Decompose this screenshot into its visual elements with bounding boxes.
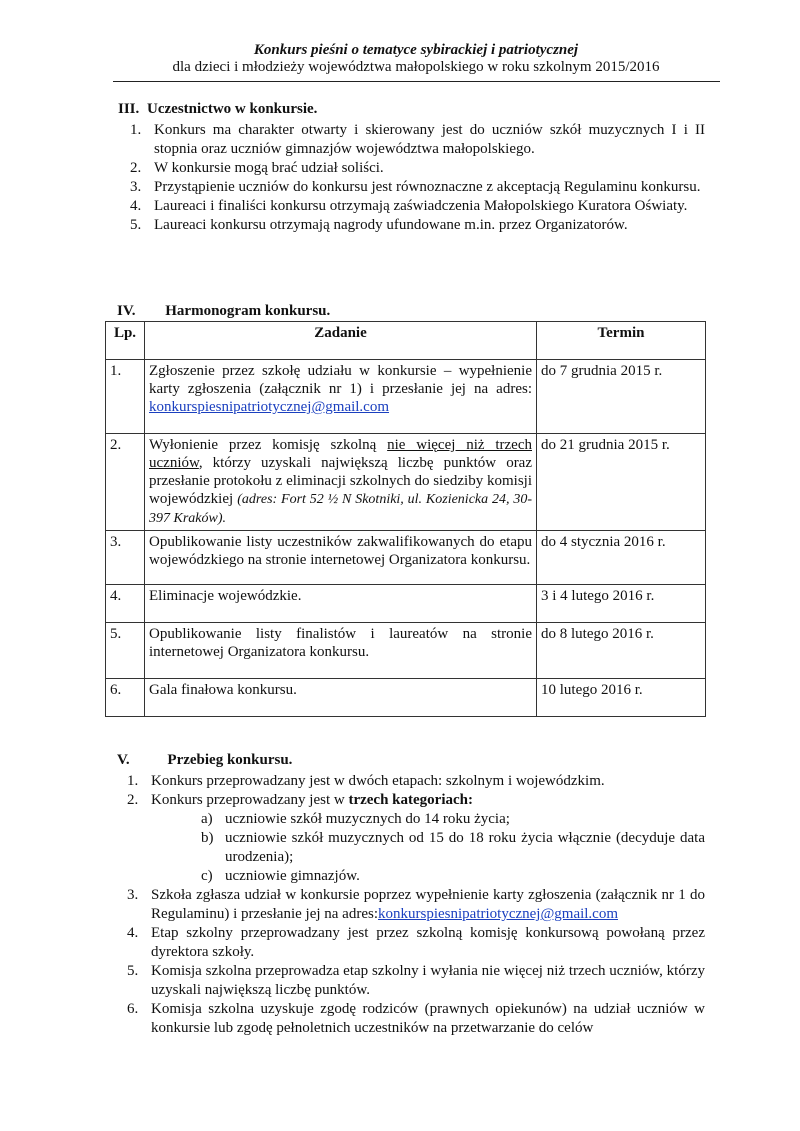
section-4-title: Harmonogram konkursu. <box>165 303 331 319</box>
list-item: 5. Laureaci konkursu otrzymają nagrody ufundowane m.in. przez Organizatorów. <box>130 217 628 233</box>
list-item: 3. Szkoła zgłasza udział w konkursie poprzez wypełnienie karty zgłoszenia (załącznik nr 1 do Regulaminu) i przesłanie jej na adres:konkurspiesnipatriotycznej@gmail.com <box>127 887 705 922</box>
category-sublist <box>151 810 705 886</box>
section-3-title: Uczestnictwo w konkursie. <box>147 101 318 117</box>
column-header-term: Termin <box>537 322 706 360</box>
list-item: 1. Konkurs ma charakter otwarty i skierowany jest do uczniów szkół muzycznych I i II stopnia oraz uczniów gimnazjów województwa małopolskiego. <box>130 122 705 157</box>
email-link[interactable]: konkurspiesnipatriotycznej@gmail.com <box>378 906 619 922</box>
section-4-number: IV. <box>117 303 136 319</box>
sublist-item: a) uczniowie szkół muzycznych do 14 roku życia; <box>201 811 510 827</box>
schedule-table <box>105 321 706 717</box>
sublist-item: c) uczniowie gimnazjów. <box>201 868 360 884</box>
table-row: 2. Wyłonienie przez komisję szkolną nie więcej niż trzech uczniów, którzy uzyskali największą liczbę punktów oraz przesłanie protokołu z eliminacji szkolnych do siedziby komisji wojewódzkiej (adres: Fort 52 ½ N Skotniki, ul. Kozienicka 24, 30-397 Kraków). do 21 grudnia 2015 r. <box>106 434 706 531</box>
list-item: 4. Laureaci i finaliści konkursu otrzymają zaświadczenia Małopolskiego Kuratora Oświaty. <box>130 198 688 214</box>
list-item: 4. Etap szkolny przeprowadzany jest przez szkolną komisję konkursową powołaną przez dyrektora szkoły. <box>127 925 705 960</box>
column-header-task: Zadanie <box>145 322 537 360</box>
column-header-lp: Lp. <box>106 322 145 360</box>
address-text: (adres: Fort 52 ½ N Skotniki, ul. Kozienicka 24, 30-397 Kraków). <box>149 492 533 526</box>
list-item: 2. W konkursie mogą brać udział soliści. <box>130 160 384 176</box>
table-row: 3. Opublikowanie listy uczestników zakwalifikowanych do etapu wojewódzkiego na stronie internetowej Organizatora konkursu. do 4 stycznia 2016 r. <box>106 531 706 585</box>
list-item: 3. Przystąpienie uczniów do konkursu jest równoznaczne z akceptacją Regulaminu konkursu. <box>130 179 701 195</box>
header-divider <box>113 81 720 82</box>
table-row: 5. Opublikowanie listy finalistów i laureatów na stronie internetowej Organizatora konkursu. do 8 lutego 2016 r. <box>106 623 706 679</box>
section-5-list <box>127 772 705 1038</box>
sublist-item: b) uczniowie szkół muzycznych od 15 do 18 roku życia włącznie (decyduje data urodzenia); <box>201 830 705 865</box>
section-3-list <box>130 121 705 235</box>
email-link[interactable]: konkurspiesnipatriotycznej@gmail.com <box>149 399 390 415</box>
document-title: Konkurs pieśni o tematyce sybirackiej i patriotycznej <box>253 42 579 58</box>
section-5-number: V. <box>117 752 130 768</box>
list-item: 2. Konkurs przeprowadzany jest w trzech kategoriach: a) uczniowie szkół muzycznych do 14 roku życia; b) uczniowie szkół muzycznych od 15 do 18 roku życia włącznie (decyduje data urodzenia); c) uczniowie gimnazjów. <box>127 792 705 884</box>
section-3-heading <box>118 101 317 118</box>
page-header <box>113 42 719 76</box>
list-item: 6. Komisja szkolna uzyskuje zgodę rodziców (prawnych opiekunów) na udział uczniów w konkursie lub zgodę pełnoletnich uczestników na przetwarzanie do celów <box>127 1001 705 1036</box>
document-subtitle: dla dzieci i młodzieży województwa małopolskiego w roku szkolnym 2015/2016 <box>172 59 660 75</box>
list-item: 1. Konkurs przeprowadzany jest w dwóch etapach: szkolnym i wojewódzkim. <box>127 773 605 789</box>
table-header-row <box>106 322 706 360</box>
section-5-heading <box>117 752 292 769</box>
section-4-heading <box>117 303 330 320</box>
table-row: 6. Gala finałowa konkursu. 10 lutego 2016 r. <box>106 679 706 717</box>
list-item: 5. Komisja szkolna przeprowadza etap szkolny i wyłania nie więcej niż trzech uczniów, którzy uzyskali największą liczbę punktów. <box>127 963 705 998</box>
section-5-title: Przebieg konkursu. <box>167 752 293 768</box>
table-row: 4. Eliminacje wojewódzkie. 3 i 4 lutego 2016 r. <box>106 585 706 623</box>
section-3-number: III. <box>118 101 140 117</box>
table-row: 1. Zgłoszenie przez szkołę udziału w konkursie – wypełnienie karty zgłoszenia (załącznik nr 1) i przesłanie jej na adres: konkurspiesnipatriotycznej@gmail.com do 7 grudnia 2015 r. <box>106 360 706 434</box>
